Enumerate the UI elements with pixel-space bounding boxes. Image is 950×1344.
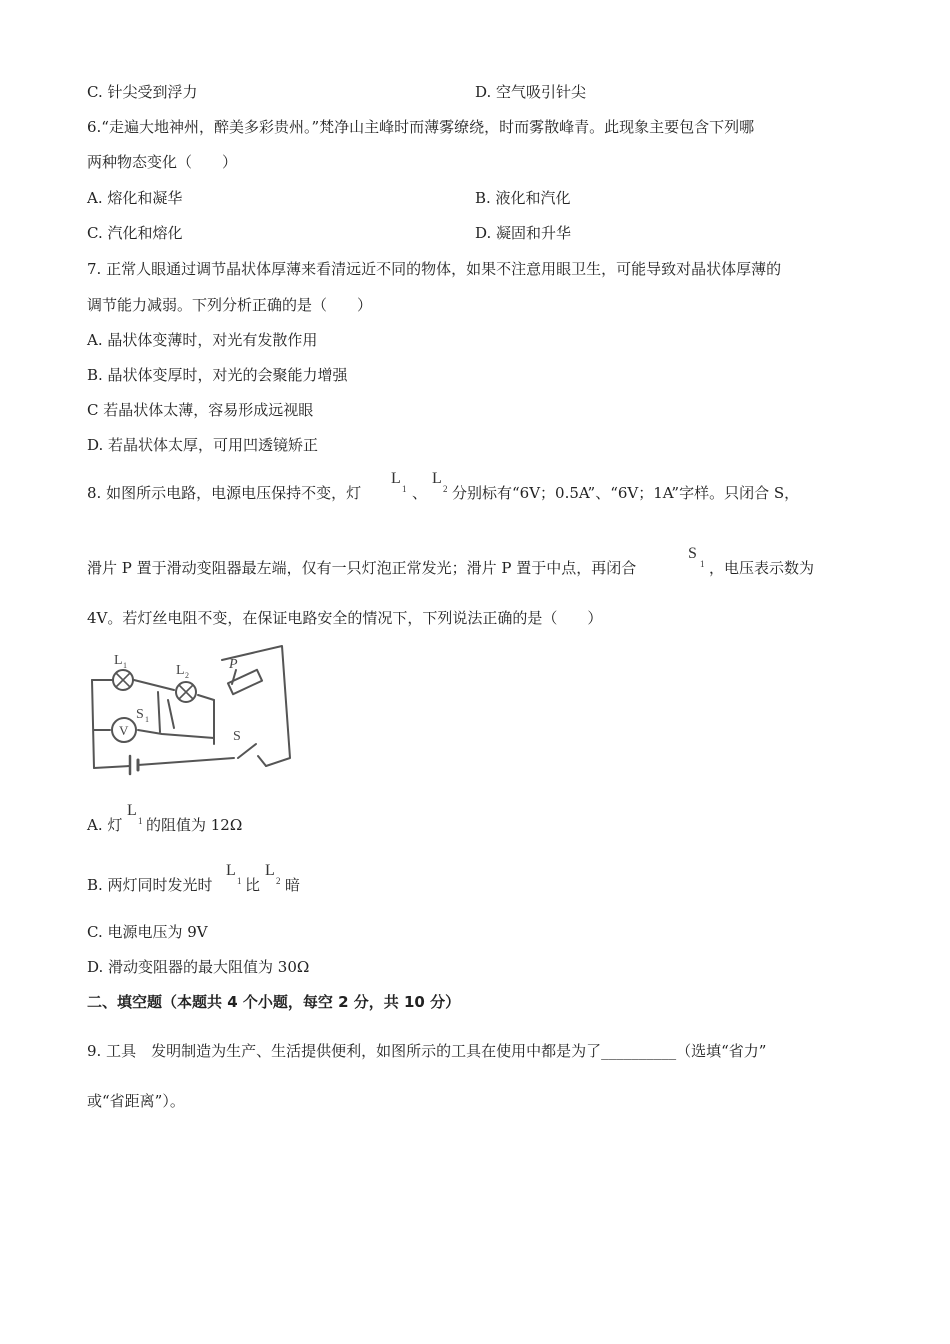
label-v: V — [119, 723, 129, 738]
switch-s1-blade — [168, 700, 174, 728]
q5-option-c: C. 针尖受到浮力 — [87, 83, 198, 101]
label-p: P — [229, 657, 238, 672]
q8-option-a-l1-sub: 1 — [138, 816, 143, 826]
q8-symbol-l1: L — [391, 470, 401, 487]
q6-option-d: D. 凝固和升华 — [475, 224, 572, 242]
q8-option-b-pre: B. 两灯同时发光时 — [87, 876, 213, 894]
q8-stem-line2-end: ，电压表示数为 — [709, 559, 815, 577]
q9-stem-line1: 9. 工具 发明制造为生产、生活提供便利，如图所示的工具在使用中都是为了__________（选填“省力” — [87, 1042, 767, 1060]
wire-bottom-left — [94, 766, 130, 768]
wire-voltmeter-right — [138, 730, 214, 738]
label-s1-sub: 1 — [145, 715, 149, 724]
q8-stem-line1-start: 8. 如图所示电路，电源电压保持不变，灯 — [87, 484, 362, 502]
q7-stem-line1: 7. 正常人眼通过调节晶状体厚薄来看清远近不同的物体，如果不注意用眼卫生，可能导致对晶状体厚薄的 — [87, 260, 782, 278]
q6-option-c: C. 汽化和熔化 — [87, 224, 183, 242]
label-l1: L — [114, 653, 123, 668]
q8-option-c: C. 电源电压为 9V — [87, 923, 208, 941]
q8-symbol-s1: S — [688, 545, 697, 562]
wire-between-lamps — [134, 680, 174, 690]
wire-left — [92, 680, 94, 768]
q6-option-a: A. 熔化和凝华 — [87, 189, 183, 207]
q8-subscript-s1: 1 — [700, 559, 705, 569]
q8-option-d: D. 滑动变阻器的最大阻值为 30Ω — [87, 958, 310, 976]
section-heading-fill-blank: 二、填空题（本题共 4 个小题，每空 2 分，共 10 分） — [87, 993, 461, 1011]
q8-symbol-l2: L — [432, 470, 442, 487]
q8-option-b-l2-sub: 2 — [276, 876, 281, 886]
circuit-diagram — [86, 640, 292, 788]
label-s: S — [233, 729, 241, 744]
q8-option-b-post: 暗 — [285, 876, 301, 894]
switch-s-blade — [238, 744, 256, 758]
slider-contact — [232, 670, 236, 684]
q8-option-b-mid: 比 — [245, 876, 261, 894]
q6-stem-line1: 6.“走遍大地神州，醉美多彩贵州。”梵净山主峰时而薄雾缭绕，时而雾散峰青。此现象主要包含下列哪 — [87, 118, 755, 136]
q7-option-d: D. 若晶状体太厚，可用凹透镜矫正 — [87, 436, 319, 454]
label-l2: L — [176, 663, 185, 678]
wire-s1 — [158, 692, 160, 732]
label-l1-sub: 1 — [123, 661, 127, 670]
q8-option-b-l1-sub: 1 — [237, 876, 242, 886]
q8-stem-line3: 4V。若灯丝电阻不变，在保证电路安全的情况下，下列说法正确的是（ ） — [87, 609, 603, 627]
q8-stem-line2-start: 滑片 P 置于滑动变阻器最左端，仅有一只灯泡正常发光；滑片 P 置于中点，再闭合 — [87, 559, 637, 577]
q7-option-c: C 若晶状体太薄，容易形成远视眼 — [87, 401, 314, 419]
q9-stem-line2: 或“省距离”）。 — [87, 1092, 185, 1110]
label-l2-sub: 2 — [185, 671, 189, 680]
q8-option-a-post: 的阻值为 12Ω — [146, 816, 243, 834]
q8-subscript-1: 1 — [402, 484, 407, 494]
q8-option-b-l2: L — [265, 862, 275, 879]
q8-option-a-pre: A. 灯 — [87, 816, 123, 834]
q8-option-a-l1: L — [127, 802, 137, 819]
q6-option-b: B. 液化和汽化 — [475, 189, 571, 207]
q7-stem-line2: 调节能力减弱。下列分析正确的是（ ） — [87, 296, 373, 314]
wire-bottom-middle — [138, 758, 234, 765]
q7-option-a: A. 晶状体变薄时，对光有发散作用 — [87, 331, 318, 349]
q8-separator: 、 — [412, 484, 428, 502]
label-s1: S — [136, 707, 144, 722]
q8-stem-line1-end: 分别标有“6V；0.5A”、“6V；1A”字样。只闭合 S， — [452, 484, 800, 502]
q5-option-d: D. 空气吸引针尖 — [475, 83, 587, 101]
q6-stem-line2: 两种物态变化（ ） — [87, 153, 238, 171]
q7-option-b: B. 晶状体变厚时，对光的会聚能力增强 — [87, 366, 348, 384]
q8-subscript-2: 2 — [443, 484, 448, 494]
q8-option-b-l1: L — [226, 862, 236, 879]
